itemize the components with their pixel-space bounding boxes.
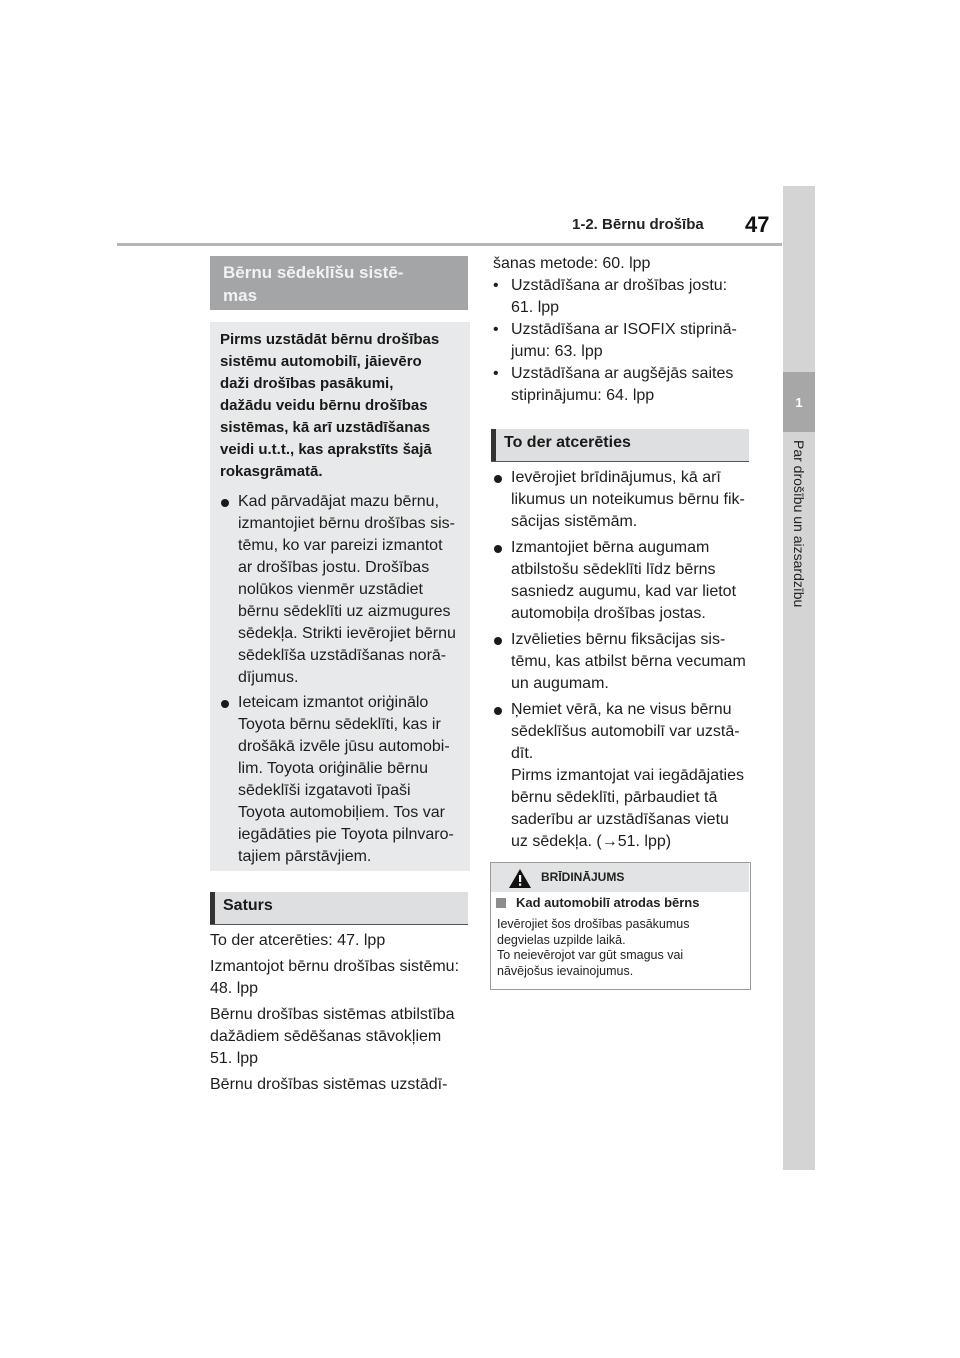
warning-subtitle: Kad automobilī atrodas bērns: [516, 895, 700, 910]
contents-item: Bērnu drošības sistēmas uzstādī-: [210, 1076, 448, 1093]
contents-heading: Saturs: [210, 892, 468, 925]
warning-triangle-icon: [509, 869, 531, 893]
bullet-dot-icon: [494, 637, 502, 645]
bullet-dot-icon: [221, 499, 229, 507]
section-title: 1-2. Bērnu drošība: [572, 216, 704, 233]
remember-heading: To der atcerēties: [491, 429, 749, 462]
contents-item: To der atcerēties: 47. lpp: [210, 932, 386, 949]
section-heading: Bērnu sēdeklīšu sistē- mas: [223, 263, 404, 305]
contents-item: Bērnu drošības sistēmas atbilstība dažādiem sēdēšanas stāvokļiem 51. lpp: [210, 1006, 455, 1067]
side-chapter-title: Par drošību un aizsardzību: [791, 440, 807, 608]
warning-title: BRĪDINĀJUMS: [541, 870, 625, 884]
header-rule: [117, 243, 782, 246]
section-heading-box: [210, 256, 468, 310]
bullet-dot-icon: [494, 475, 502, 483]
intro-text: Pirms uzstādāt bērnu drošības sistēmu automobilī, jāievēro daži drošības pasākumi, dažādu veidu bērnu drošības sistēmas, kā arī uzstādīšanas veidi u.t.t., kas aprakstīts šajā rokasgrāmatā.: [220, 331, 440, 480]
warning-text: Ievērojiet šos drošības pasākumus degvielas uzpilde laikā. To neievērojot var gūt smagus vai nāvējošus ievainojumus.: [497, 917, 690, 978]
square-bullet-icon: [496, 898, 506, 908]
contents-item-continued: šanas metode: 60. lpp: [493, 255, 651, 272]
bullet-dot-icon: [494, 545, 502, 553]
page-number: 47: [745, 212, 770, 237]
side-chapter-number: 1: [783, 372, 815, 432]
bullet-dot-icon: [221, 700, 229, 708]
bullet-dot-icon: [494, 707, 502, 715]
side-tab: [783, 186, 815, 1170]
contents-item: Izmantojot bērnu drošības sistēmu: 48. lpp: [210, 958, 460, 997]
